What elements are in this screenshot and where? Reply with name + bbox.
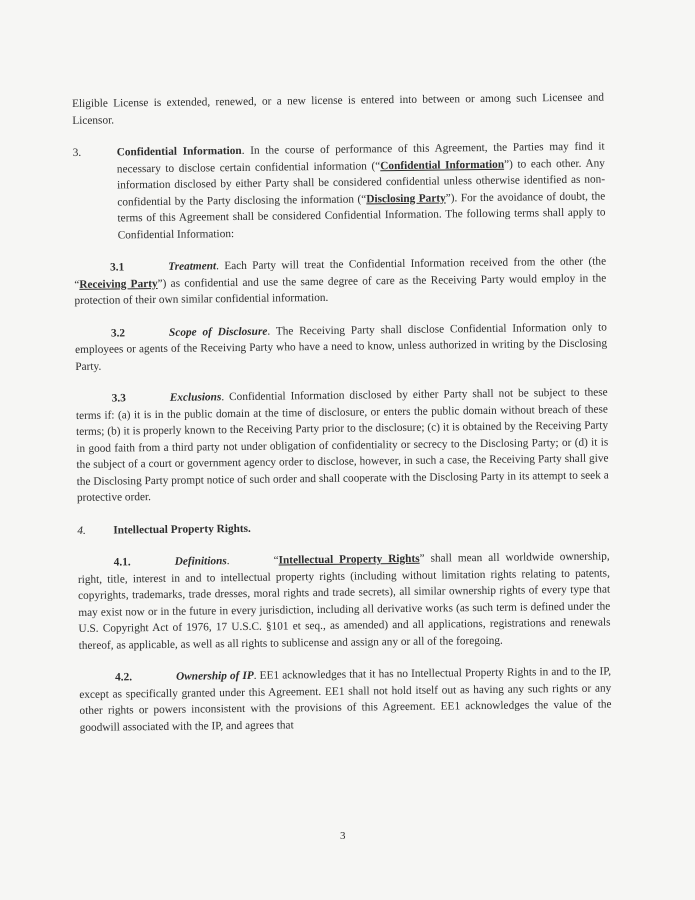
section-4-2-number: 4.2. xyxy=(115,671,133,684)
defined-term-confidential-information: Confidential Information xyxy=(380,158,505,172)
defined-term-disclosing-party: Disclosing Party xyxy=(366,191,446,205)
defined-term-receiving-party: Receiving Party xyxy=(79,277,158,291)
section-4-2-title: Ownership of IP xyxy=(175,669,254,683)
section-3-3-title: Exclusions xyxy=(169,391,222,404)
section-4-number: 4. xyxy=(77,524,86,537)
section-3-3-number: 3.3 xyxy=(111,392,126,405)
section-3-2: 3.2 Scope of Disclosure. The Receiving Party shall disclose Confidential Information only to employees or agents of the Receiving Party who have a need to know, unless authorized in writing by the Disclosing Party. xyxy=(75,320,608,373)
section-3-title: Confidential Information xyxy=(116,144,242,159)
page-content xyxy=(72,90,612,752)
defined-term-intellectual-property-rights: Intellectual Property Rights xyxy=(278,552,420,567)
section-3 xyxy=(73,138,606,243)
section-3-1-title: Treatment xyxy=(168,260,217,273)
section-3-1: 3.1 Treatment. Each Party will treat the Confidential Information received from the other (the “Receiving Party”) as confidential and use the same degree of care as the Receiving Party would employ in the protection of their own similar confidential information. xyxy=(74,255,607,307)
page-number: 3 xyxy=(340,830,346,842)
section-3-3: 3.3 Exclusions. Confidential Information disclosed by either Party shall not be subject to these terms if: (a) it is in the public domain at the time of disclosure, or enters the public domain without breach of these terms; (b) it is properly known to the Receiving Party prior to the disclosure; (c) it is obtained by the Receiving Party in good faith from a third party not under obligation of confidentiality or secrecy to the Disclosing Party; or (d) it is the subject of a court or government agency order to disclose, however, in such a case, the Receiving Party shall give the Disclosing Party prompt notice of such order and shall cooperate with the Disclosing Party in its attempt to seek a protective order. xyxy=(75,386,609,504)
section-4-1-number: 4.1. xyxy=(113,556,131,569)
section-3-2-title: Scope of Disclosure xyxy=(168,325,268,339)
section-3-1-number: 3.1 xyxy=(110,261,125,274)
section-4-heading xyxy=(77,516,609,539)
section-4-1-title: Definitions xyxy=(174,555,227,568)
section-4-title: Intellectual Property Rights. xyxy=(113,522,251,537)
section-4-2: 4.2. Ownership of IP. EE1 acknowledges that it has no Intellectual Property Rights in and to the IP, except as specifically granted under this Agreement. EE1 shall not hold itself out as having any such rights or any other rights or powers inconsistent with the provisions of this Agreement. EE1 acknowledges the value of the goodwill associated with the IP, and agrees that xyxy=(79,665,612,734)
section-3-text: Confidential Information. In the course of performance of this Agreement, the Parties may find it necessary to disclose certain confidential information (“Confidential Information”) to each other. Any information disclosed by either Party shall be considered confidential unless otherwise identified as non-confidential by the Party disclosing the information (“Disclosing Party”). For the avoidance of doubt, the terms of this Agreement shall be considered Confidential Information. The following terms shall apply to Confidential Information: xyxy=(116,140,606,241)
section-3-2-number: 3.2 xyxy=(110,326,126,340)
intro-paragraph: Eligible License is extended, renewed, or a new license is entered into between or among such Licensee and Licensor. xyxy=(72,91,605,127)
section-3-number: 3. xyxy=(72,146,82,159)
section-4-1: 4.1. Definitions. “Intellectual Property Rights” shall mean all worldwide ownership, right, title, interest in and to intellectual property rights (including without limitation rights relating to patents, copyrights, trademarks, trade dresses, moral rights and trade secrets), all similar ownership rights of every type that may exist now or in the future in every jurisdiction, including all derivative works (as such term is defined under the U.S. Copyright Act of 1976, 17 U.S.C. §101 et seq., as amended) and all applications, registrations and renewals thereof, as applicable, as well as all rights to sublicense and assign any or all of the foregoing. xyxy=(77,550,611,652)
